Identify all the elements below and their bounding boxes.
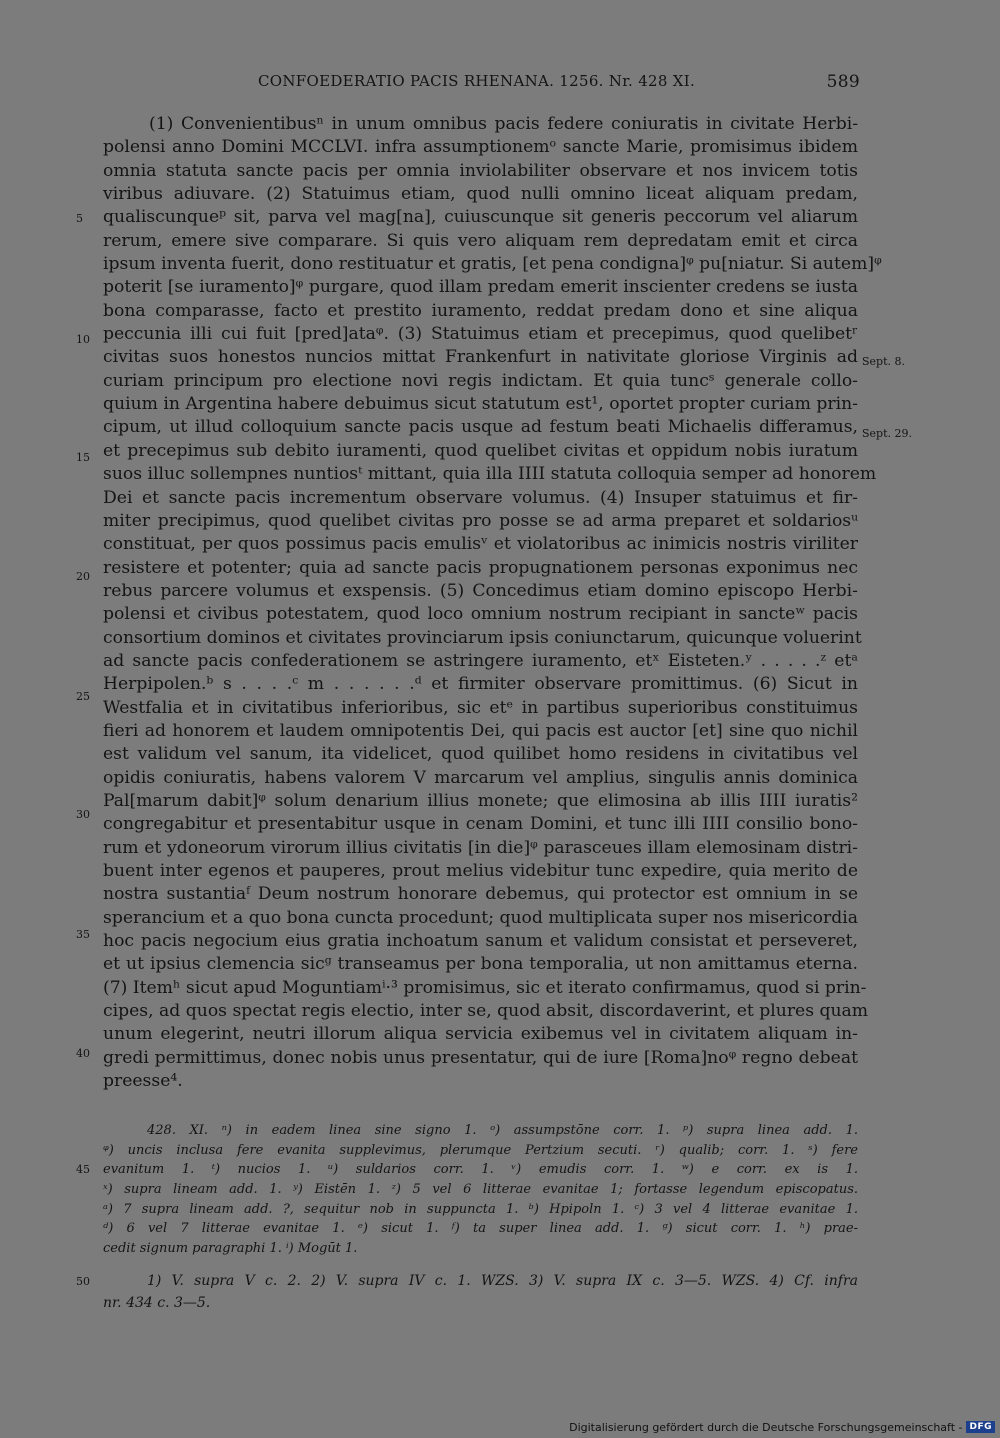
text-line: rum et ydoneorum virorum illius civitatis [in die]ᵠ parasceues illam elemosinam distri- [103, 837, 858, 858]
text-line: cipum, ut illud colloquium sancte pacis usque ad festum beati Michaelis differamus, [103, 417, 858, 438]
text-line: civitas suos honestos nuncios mittat Frankenfurt in nativitate gloriose Virginis ad [103, 347, 858, 368]
margin-date-note: Sept. 29. [862, 427, 912, 440]
text-line: quium in Argentina habere debuimus sicut statutum est¹, oportet propter curiam prin- [103, 394, 858, 415]
text-line: poterit [se iuramento]ᵠ purgare, quod illam predam emerit inscienter credens se iusta [103, 277, 858, 298]
text-line: polensi anno Domini MCCLVI. infra assumptionemᵒ sancte Marie, promisimus ibidem [103, 137, 858, 158]
line-number: 15 [76, 451, 90, 464]
text-line: rebus parcere volumus et exspensis. (5) Concedimus etiam domino episcopo Herbi- [103, 580, 858, 601]
references [103, 1270, 858, 1314]
credit-text: Digitalisierung gefördert durch die Deutsche Forschungsgemeinschaft - [569, 1420, 963, 1434]
text-line: ᵠ) uncis inclusa fere evanita supplevimus, plerumque Pertzium secuti. ʳ) qualib; corr. 1. ˢ) fere [103, 1142, 858, 1158]
text-line: et precepimus sub debito iuramenti, quod quelibet civitas et oppidum nobis iuratum [103, 440, 858, 461]
line-number: 5 [76, 212, 83, 225]
text-line: Dei et sancte pacis incrementum observare volumus. (4) Insuper statuimus et fir- [103, 487, 858, 508]
text-line: fieri ad honorem et laudem omnipotentis Dei, qui pacis est auctor [et] sine quo nichil [103, 720, 858, 741]
body-text [103, 113, 882, 1093]
text-line: consortium dominos et civitates provinciarum ipsis coniunctarum, quicunque voluerint [103, 627, 862, 648]
text-line: miter precipimus, quod quelibet civitas pro posse se ad arma preparet et soldariosᵘ [103, 510, 858, 531]
text-line: constituat, per quos possimus pacis emulisᵛ et violatoribus ac inimicis nostris viriliter [103, 534, 858, 555]
line-number: 45 [76, 1163, 90, 1176]
text-line: suos illuc sollempnes nuntiosᵗ mittant, quia illa IIII statuta colloquia semper ad honorem [103, 464, 877, 485]
text-line: ˣ) supra lineam add. 1. ʸ) Eistēn 1. ᶻ) 5 vel 6 litterae evanitae 1; fortasse legendum episcopatus. [103, 1182, 858, 1198]
page-number: 589 [826, 72, 860, 92]
text-line: ᵃ) 7 supra lineam add. ?, sequitur nob in suppuncta 1. ᵇ) Hpipoln 1. ᶜ) 3 vel 4 litterae evanitae 1. [103, 1201, 858, 1217]
text-line: Herpipolen.ᵇ s . . . .ᶜ m . . . . . .ᵈ et firmiter observare promittimus. (6) Sicut in [103, 674, 858, 695]
text-line: curiam principum pro electione novi regis indictam. Et quia tuncˢ generale collo- [103, 370, 858, 391]
text-line: est validum vel sanum, ita videlicet, quod quilibet homo residens in civitatibus vel [103, 744, 858, 765]
text-line: bona comparasse, facto et prestito iuramento, reddat predam dono et sine aliqua [103, 300, 858, 321]
text-line: preesse⁴. [103, 1071, 183, 1092]
text-line: rerum, emere sive comparare. Si quis vero aliquam rem depredatam emit et circa [103, 230, 858, 251]
digitization-credit [569, 1420, 995, 1434]
line-number: 25 [76, 690, 90, 703]
line-number: 10 [76, 333, 90, 346]
text-line: viribus adiuvare. (2) Statuimus etiam, quod nulli omnino liceat aliquam predam, [103, 184, 858, 205]
text-line: hoc pacis negocium eius gratia inchoatum sanum et validum consistat et perseveret, [103, 931, 858, 952]
text-line: evanitum 1. ᵗ) nucios 1. ᵘ) suldarios corr. 1. ᵛ) emudis corr. 1. ʷ) e corr. ex is 1. [103, 1162, 858, 1178]
text-line: ᵈ) 6 vel 7 litterae evanitae 1. ᵉ) sicut 1. ᶠ) ta super linea add. 1. ᵍ) sicut corr. 1. ʰ) prae- [103, 1221, 858, 1237]
text-line: ad sancte pacis confederationem se astringere iuramento, etˣ Eisteten.ʸ . . . . .ᶻ etᵃ [103, 650, 858, 671]
text-line: buent inter egenos et pauperes, prout melius videbitur tunc expedire, quia merito de [103, 861, 858, 881]
text-line: Westfalia et in civitatibus inferioribus, sic etᵉ in partibus superioribus constituimus [103, 697, 858, 718]
running-title: CONFOEDERATIO PACIS RHENANA. 1256. Nr. 428 XI. [258, 72, 696, 90]
line-number: 35 [76, 928, 90, 941]
text-line: opidis coniuratis, habens valorem V marcarum vel amplius, singulis annis dominica [103, 767, 858, 788]
margin-date-note: Sept. 8. [862, 355, 905, 368]
text-line: resistere et potenter; quia ad sancte pacis propugnationem personas exponimus nec [103, 557, 858, 578]
text-line: cipes, ad quos spectat regis electio, inter se, quod absit, discordaverint, et plures quam [103, 1001, 869, 1022]
text-line: qualiscunqueᵖ sit, parva vel mag[na], cuiuscunque sit generis peccorum vel aliarum [103, 207, 858, 228]
critical-apparatus [103, 1121, 858, 1259]
text-line: Pal[marum dabit]ᵠ solum denarium illius monete; que elimosina ab illis IIII iuratis² [103, 790, 858, 811]
text-line: ipsum inventa fuerit, dono restituatur et gratis, [et pena condigna]ᵠ pu[niatur. Si autem]ᵠ [103, 254, 882, 275]
line-number: 30 [76, 808, 90, 821]
text-line: 428. XI. ⁿ) in eadem linea sine signo 1. ᵒ) assumpstōne corr. 1. ᵖ) supra linea add. 1. [147, 1123, 858, 1138]
text-line: (1) Convenientibusⁿ in unum omnibus pacis federe coniuratis in civitate Herbi- [149, 114, 858, 134]
text-line: peccunia illi cui fuit [pred]ataᵠ. (3) Statuimus etiam et precepimus, quod quelibetʳ [103, 324, 858, 345]
text-line: nostra sustantiaᶠ Deum nostrum honorare debemus, qui protector est omnium in se [103, 884, 858, 905]
text-line: gredi permittimus, donec nobis unus presentatur, qui de iure [Roma]noᵠ regno debeat [103, 1047, 858, 1068]
text-line: et ut ipsius clemencia sicᵍ transeamus per bona temporalia, ut non amittamus eterna. [103, 954, 858, 975]
line-number: 20 [76, 570, 90, 583]
line-number: 50 [76, 1275, 90, 1288]
text-line: congregabitur et presentabitur usque in cenam Domini, et tunc illi IIII consilio bono- [103, 814, 858, 835]
text-line: nr. 434 c. 3—5. [103, 1295, 211, 1311]
text-line: sperancium et a quo bona cuncta procedunt; quod multiplicata super nos misericordia [103, 907, 858, 928]
dfg-logo: DFG [966, 1421, 995, 1433]
text-line: omnia statuta sancte pacis per omnia inviolabiliter observare et nos invicem totis [103, 160, 858, 181]
text-line: unum elegerint, neutri illorum aliqua servicia exibemus vel in civitatem aliquam in- [103, 1024, 858, 1045]
text-line: cedit signum paragraphi 1. ⁱ) Mogūt 1. [103, 1241, 358, 1257]
text-line: 1) V. supra V c. 2. 2) V. supra IV c. 1. WZS. 3) V. supra IX c. 3—5. WZS. 4) Cf. infra [147, 1273, 858, 1289]
text-line: polensi et civibus potestatem, quod loco omnium nostrum recipiant in sancteʷ pacis [103, 604, 858, 625]
line-number: 40 [76, 1047, 90, 1060]
text-line: (7) Itemʰ sicut apud Moguntiamⁱ·³ promisimus, sic et iterato confirmamus, quod si prin- [103, 977, 867, 998]
